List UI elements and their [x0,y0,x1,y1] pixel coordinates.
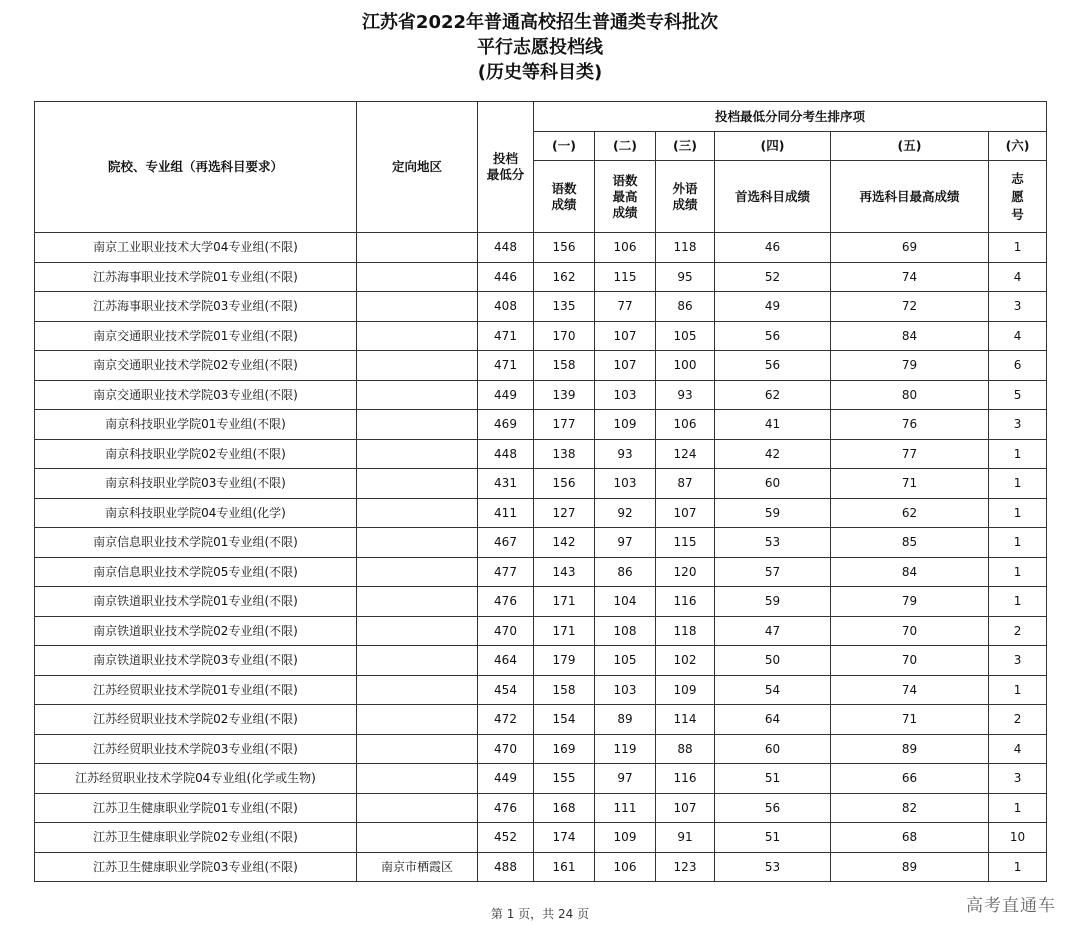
cell-c1: 174 [534,823,595,853]
cell-region [357,764,478,794]
cell-c3: 124 [656,439,715,469]
cell-c6: 4 [989,734,1047,764]
cell-c2: 109 [595,410,656,440]
cell-c5: 70 [831,616,989,646]
cell-region [357,793,478,823]
cell-c4: 50 [715,646,831,676]
cell-c2: 86 [595,557,656,587]
cell-c2: 103 [595,469,656,499]
cell-school: 江苏卫生健康职业学院03专业组(不限) [35,852,357,882]
cell-school: 江苏卫生健康职业学院02专业组(不限) [35,823,357,853]
header-min-score-text: 投档 最低分 [486,151,525,182]
page-number: 第 1 页，共 24 页 [490,907,590,921]
cell-c6: 3 [989,764,1047,794]
cell-c5: 74 [831,262,989,292]
cell-c3: 88 [656,734,715,764]
cell-c1: 179 [534,646,595,676]
table-row [35,233,1047,263]
cell-c3: 95 [656,262,715,292]
cell-c5: 77 [831,439,989,469]
cell-region [357,587,478,617]
cell-c1: 158 [534,675,595,705]
watermark: 高考直通车 [966,896,1056,916]
cell-c1: 177 [534,410,595,440]
cell-min-score: 448 [478,439,534,469]
cell-c3: 87 [656,469,715,499]
table-row [35,262,1047,292]
cell-c2: 103 [595,675,656,705]
table-row [35,587,1047,617]
cell-region [357,351,478,381]
cell-c3: 118 [656,233,715,263]
cell-school: 江苏经贸职业技术学院02专业组(不限) [35,705,357,735]
cell-c1: 162 [534,262,595,292]
cell-c5: 70 [831,646,989,676]
cell-c6: 3 [989,292,1047,322]
cell-c4: 59 [715,498,831,528]
cell-c2: 111 [595,793,656,823]
cell-c5: 80 [831,380,989,410]
cell-c4: 62 [715,380,831,410]
cell-region [357,646,478,676]
cell-c5: 76 [831,410,989,440]
header-region: 定向地区 [357,102,478,233]
table-body [35,233,1047,882]
cell-c1: 170 [534,321,595,351]
cell-c4: 42 [715,439,831,469]
table-row [35,498,1047,528]
header-rank-4: (四) [715,132,831,161]
cell-c6: 1 [989,528,1047,558]
cell-region [357,675,478,705]
header-rank-3: (三) [656,132,715,161]
cell-c2: 103 [595,380,656,410]
cell-c4: 49 [715,292,831,322]
cell-min-score: 431 [478,469,534,499]
header-sub-5: 再选科目最高成绩 [831,161,989,233]
cell-c5: 89 [831,852,989,882]
cell-c4: 53 [715,528,831,558]
cell-c5: 69 [831,233,989,263]
cell-region [357,469,478,499]
cell-c3: 105 [656,321,715,351]
cell-c4: 41 [715,410,831,440]
cell-c2: 93 [595,439,656,469]
cell-c6: 3 [989,410,1047,440]
cell-c2: 107 [595,321,656,351]
table-row [35,705,1047,735]
cell-min-score: 477 [478,557,534,587]
cell-c4: 54 [715,675,831,705]
cell-c4: 57 [715,557,831,587]
cell-c4: 53 [715,852,831,882]
cell-school: 南京信息职业技术学院01专业组(不限) [35,528,357,558]
cell-c5: 84 [831,321,989,351]
cell-c2: 77 [595,292,656,322]
cell-c3: 107 [656,498,715,528]
cell-c5: 82 [831,793,989,823]
cell-c6: 1 [989,557,1047,587]
cell-c4: 47 [715,616,831,646]
cell-min-score: 472 [478,705,534,735]
cell-region [357,557,478,587]
header-sub-3-text: 外语 成绩 [672,180,698,212]
cell-min-score: 449 [478,764,534,794]
cell-c2: 105 [595,646,656,676]
cell-region [357,292,478,322]
cell-c6: 4 [989,321,1047,351]
cell-c1: 135 [534,292,595,322]
cell-school: 南京科技职业学院03专业组(不限) [35,469,357,499]
header-rank-2: (二) [595,132,656,161]
cell-region [357,380,478,410]
cell-c6: 3 [989,646,1047,676]
cell-c6: 1 [989,233,1047,263]
cell-c3: 100 [656,351,715,381]
table-row [35,793,1047,823]
cell-c6: 2 [989,616,1047,646]
cell-c6: 1 [989,793,1047,823]
table-row [35,292,1047,322]
cell-c6: 1 [989,498,1047,528]
cell-min-score: 411 [478,498,534,528]
cell-c3: 106 [656,410,715,440]
cell-c6: 4 [989,262,1047,292]
cell-c1: 139 [534,380,595,410]
cell-min-score: 452 [478,823,534,853]
title-line-1: 江苏省2022年普通高校招生普通类专科批次 [361,12,719,33]
cell-c6: 6 [989,351,1047,381]
header-sub-1 [534,161,595,233]
header-min-score [478,102,534,233]
cell-c5: 79 [831,587,989,617]
cell-c6: 1 [989,675,1047,705]
table-row [35,351,1047,381]
cell-c1: 138 [534,439,595,469]
cell-c1: 142 [534,528,595,558]
cell-region [357,616,478,646]
cell-c1: 156 [534,469,595,499]
cell-c5: 85 [831,528,989,558]
cell-c6: 1 [989,852,1047,882]
cell-c2: 104 [595,587,656,617]
table-row [35,469,1047,499]
table-row [35,321,1047,351]
cell-min-score: 476 [478,793,534,823]
cell-c4: 51 [715,764,831,794]
cell-c1: 169 [534,734,595,764]
cell-c2: 92 [595,498,656,528]
header-sub-6-text: 志愿号 [1011,170,1024,222]
table-row [35,616,1047,646]
cell-c6: 1 [989,587,1047,617]
cell-school: 江苏经贸职业技术学院03专业组(不限) [35,734,357,764]
cell-region [357,321,478,351]
cell-min-score: 448 [478,233,534,263]
cell-region [357,823,478,853]
cell-min-score: 446 [478,262,534,292]
cell-c4: 60 [715,469,831,499]
cell-c2: 115 [595,262,656,292]
cell-min-score: 471 [478,351,534,381]
cell-c3: 93 [656,380,715,410]
cell-c2: 97 [595,528,656,558]
cell-min-score: 471 [478,321,534,351]
cell-c5: 79 [831,351,989,381]
cell-c1: 154 [534,705,595,735]
cell-school: 南京科技职业学院04专业组(化学) [35,498,357,528]
cell-c5: 89 [831,734,989,764]
cell-c5: 62 [831,498,989,528]
header-sub-2-text: 语数 最高 成绩 [612,172,638,220]
cell-c5: 72 [831,292,989,322]
cell-c2: 106 [595,852,656,882]
table-row [35,764,1047,794]
header-sub-4: 首选科目成绩 [715,161,831,233]
cell-c4: 51 [715,823,831,853]
cell-c3: 120 [656,557,715,587]
cell-region [357,498,478,528]
cell-c3: 86 [656,292,715,322]
cell-region [357,528,478,558]
cell-min-score: 488 [478,852,534,882]
cell-c6: 10 [989,823,1047,853]
cell-school: 南京铁道职业技术学院03专业组(不限) [35,646,357,676]
cell-c3: 91 [656,823,715,853]
cell-c1: 168 [534,793,595,823]
title-line-2: 平行志愿投档线 [477,37,603,58]
cell-c5: 71 [831,705,989,735]
cell-c3: 114 [656,705,715,735]
cell-c4: 64 [715,705,831,735]
cell-c1: 156 [534,233,595,263]
cell-c1: 161 [534,852,595,882]
title-line-3: (历史等科目类) [477,62,603,83]
cell-c4: 52 [715,262,831,292]
cell-c2: 107 [595,351,656,381]
header-rank-5: (五) [831,132,989,161]
header-school: 院校、专业组（再选科目要求） [35,102,357,233]
cell-region [357,262,478,292]
cell-c3: 102 [656,646,715,676]
table-row [35,557,1047,587]
cell-c2: 97 [595,764,656,794]
cell-min-score: 467 [478,528,534,558]
cell-c6: 5 [989,380,1047,410]
header-tiebreak-group: 投档最低分同分考生排序项 [534,102,1047,132]
table-row [35,528,1047,558]
cell-c5: 68 [831,823,989,853]
table-row [35,646,1047,676]
cell-school: 江苏卫生健康职业学院01专业组(不限) [35,793,357,823]
cell-c1: 127 [534,498,595,528]
cell-school: 南京交通职业技术学院02专业组(不限) [35,351,357,381]
cell-c3: 123 [656,852,715,882]
cell-school: 南京科技职业学院01专业组(不限) [35,410,357,440]
cell-c1: 143 [534,557,595,587]
cell-region [357,705,478,735]
cell-min-score: 454 [478,675,534,705]
cell-c4: 59 [715,587,831,617]
cell-c1: 155 [534,764,595,794]
cell-c2: 108 [595,616,656,646]
cell-c3: 109 [656,675,715,705]
cell-c5: 84 [831,557,989,587]
cell-c3: 116 [656,587,715,617]
admission-score-table [34,101,1047,882]
cell-min-score: 469 [478,410,534,440]
cell-min-score: 476 [478,587,534,617]
cell-c5: 74 [831,675,989,705]
cell-c5: 71 [831,469,989,499]
cell-c3: 116 [656,764,715,794]
document-title [0,10,1080,85]
table-row [35,675,1047,705]
cell-c6: 1 [989,469,1047,499]
cell-school: 江苏海事职业技术学院03专业组(不限) [35,292,357,322]
cell-school: 南京交通职业技术学院01专业组(不限) [35,321,357,351]
cell-school: 江苏海事职业技术学院01专业组(不限) [35,262,357,292]
header-sub-1-text: 语数 成绩 [551,180,577,212]
header-sub-6 [989,161,1047,233]
cell-c4: 60 [715,734,831,764]
cell-min-score: 449 [478,380,534,410]
cell-c1: 158 [534,351,595,381]
cell-c3: 115 [656,528,715,558]
cell-c2: 89 [595,705,656,735]
cell-c2: 106 [595,233,656,263]
cell-min-score: 408 [478,292,534,322]
cell-c5: 66 [831,764,989,794]
cell-min-score: 464 [478,646,534,676]
cell-c6: 1 [989,439,1047,469]
cell-c2: 119 [595,734,656,764]
cell-school: 江苏经贸职业技术学院01专业组(不限) [35,675,357,705]
table-row [35,823,1047,853]
table-row [35,439,1047,469]
cell-school: 江苏经贸职业技术学院04专业组(化学或生物) [35,764,357,794]
cell-c3: 107 [656,793,715,823]
cell-region [357,233,478,263]
cell-min-score: 470 [478,616,534,646]
table-row [35,852,1047,882]
header-sub-3 [656,161,715,233]
cell-c4: 46 [715,233,831,263]
cell-school: 南京工业职业技术大学04专业组(不限) [35,233,357,263]
header-rank-1: (一) [534,132,595,161]
header-sub-2 [595,161,656,233]
cell-c4: 56 [715,321,831,351]
cell-c4: 56 [715,351,831,381]
cell-c4: 56 [715,793,831,823]
header-rank-6: (六) [989,132,1047,161]
cell-c3: 118 [656,616,715,646]
table-row [35,410,1047,440]
cell-region [357,439,478,469]
cell-region [357,734,478,764]
cell-region: 南京市栖霞区 [357,852,478,882]
cell-min-score: 470 [478,734,534,764]
cell-c1: 171 [534,616,595,646]
cell-c1: 171 [534,587,595,617]
cell-region [357,410,478,440]
cell-c6: 2 [989,705,1047,735]
cell-school: 南京科技职业学院02专业组(不限) [35,439,357,469]
cell-school: 南京铁道职业技术学院01专业组(不限) [35,587,357,617]
cell-school: 南京铁道职业技术学院02专业组(不限) [35,616,357,646]
table-row [35,380,1047,410]
cell-school: 南京信息职业技术学院05专业组(不限) [35,557,357,587]
table-row [35,734,1047,764]
cell-c2: 109 [595,823,656,853]
cell-school: 南京交通职业技术学院03专业组(不限) [35,380,357,410]
